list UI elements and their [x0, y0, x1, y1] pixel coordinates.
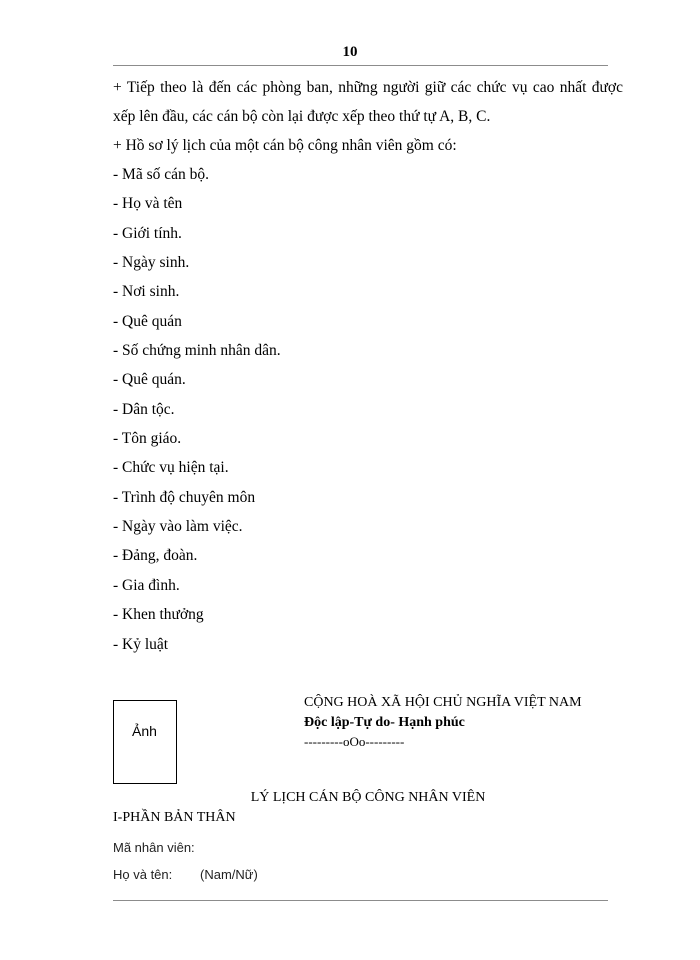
- full-name-label: Họ và tên:: [113, 867, 173, 882]
- list-item: - Dân tộc.: [113, 400, 175, 418]
- intro-paragraph-record: + Hồ sơ lý lịch của một cán bộ công nhân viên gồm có:: [113, 137, 457, 154]
- national-motto: Độc lập-Tự do- Hạnh phúc: [304, 715, 465, 730]
- list-item: - Quê quán: [113, 312, 182, 330]
- footer-rule: [113, 900, 608, 901]
- photo-placeholder-box: [113, 700, 177, 784]
- intro-paragraph-ordering: + Tiếp theo là đến các phòng ban, những người giữ các chức vụ cao nhất được xếp lên đầu, các cán bộ còn lại được xếp theo thứ tự A, B, C.: [113, 79, 623, 125]
- list-item: - Nơi sinh.: [113, 283, 180, 301]
- section-title: I-PHẦN BẢN THÂN: [113, 810, 236, 825]
- header-ornament: ---------oOo---------: [304, 734, 405, 749]
- list-item: - Tôn giáo.: [113, 430, 182, 448]
- list-item: - Chức vụ hiện tại.: [113, 459, 229, 477]
- list-item: - Đảng, đoàn.: [113, 547, 198, 565]
- form-title: LÝ LỊCH CÁN BỘ CÔNG NHÂN VIÊN: [250, 790, 486, 805]
- header-rule: [113, 65, 608, 66]
- list-item: - Số chứng minh nhân dân.: [113, 342, 281, 360]
- list-item: - Ngày vào làm việc.: [113, 518, 243, 536]
- list-item: - Giới tính.: [113, 224, 182, 242]
- photo-label: Ảnh: [132, 723, 157, 739]
- list-item: - Khen thưởng: [113, 606, 204, 624]
- employee-id-label: Mã nhân viên:: [113, 840, 195, 855]
- list-item: - Mã số cán bộ.: [113, 166, 209, 183]
- list-item: - Kỷ luật: [113, 635, 169, 653]
- list-item: - Quê quán.: [113, 371, 186, 389]
- record-field-list: [113, 160, 281, 659]
- list-item: - Ngày sinh.: [113, 254, 190, 272]
- national-header: CỘNG HOÀ XÃ HỘI CHỦ NGHĨA VIỆT NAM: [304, 695, 582, 710]
- list-item: - Gia đình.: [113, 576, 180, 594]
- list-item: - Họ và tên: [113, 195, 183, 213]
- list-item: - Trình độ chuyên môn: [113, 488, 256, 506]
- gender-label: (Nam/Nữ): [200, 867, 258, 882]
- page-number: 10: [342, 44, 358, 60]
